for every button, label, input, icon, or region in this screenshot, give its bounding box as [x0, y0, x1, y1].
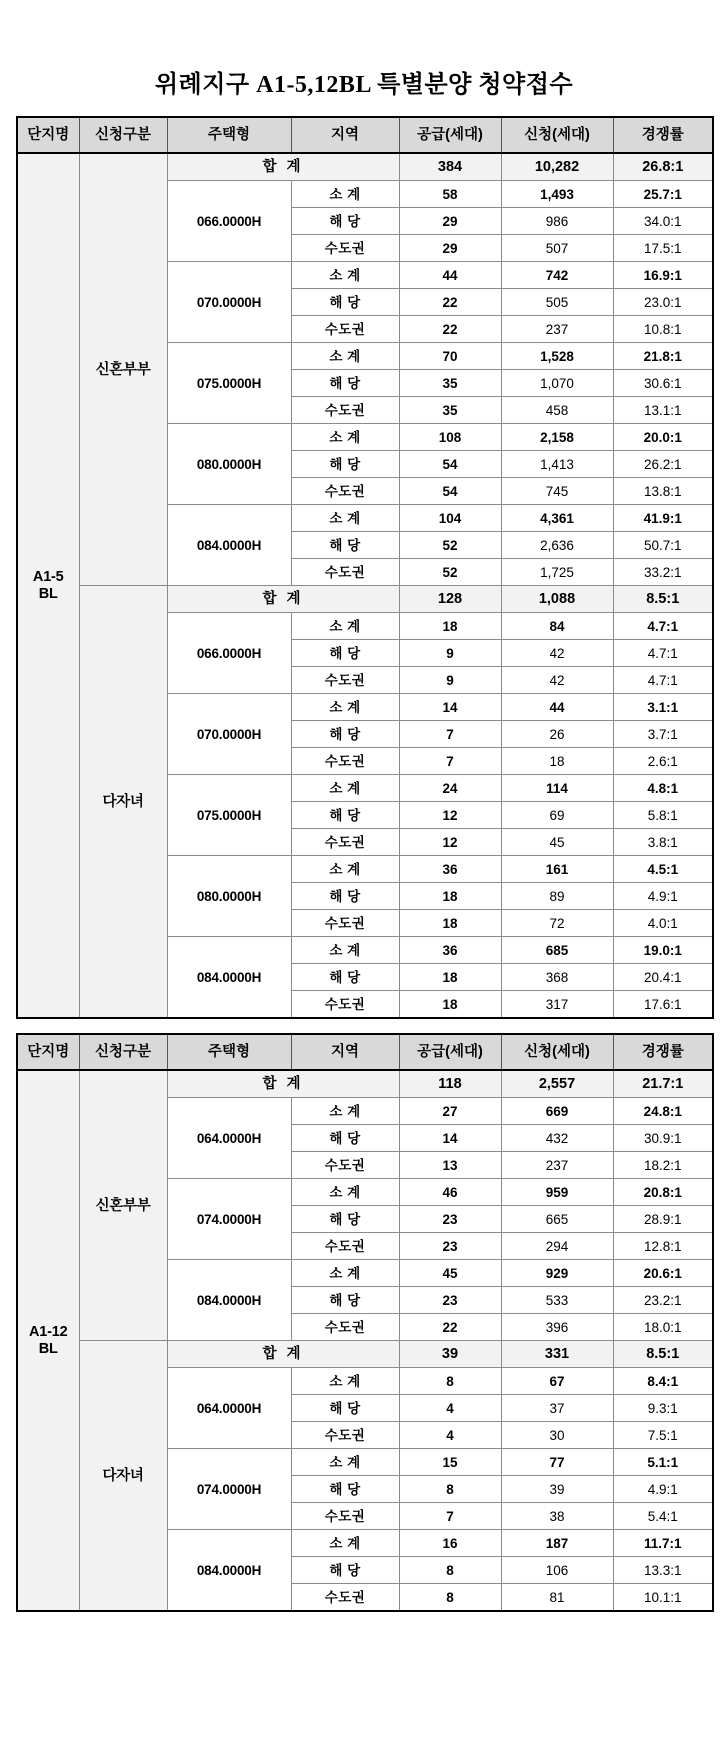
competition-rate-value: 16.9:1: [613, 262, 713, 289]
table-header-row: [17, 117, 713, 153]
application-value: 317: [501, 991, 613, 1019]
region-cell: 해 당: [291, 1557, 399, 1584]
house-type-cell: 074.0000H: [167, 1179, 291, 1260]
region-cell: 해 당: [291, 1287, 399, 1314]
region-cell: 해 당: [291, 370, 399, 397]
tables-container: [16, 116, 712, 1612]
competition-rate-value: 20.0:1: [613, 424, 713, 451]
competition-rate-value: 4.9:1: [613, 883, 713, 910]
application-value: 77: [501, 1449, 613, 1476]
application-value: 665: [501, 1206, 613, 1233]
competition-rate-value: 8.4:1: [613, 1368, 713, 1395]
supply-value: 29: [399, 208, 501, 235]
region-cell: 수도권: [291, 1314, 399, 1341]
total-rate-value: 8.5:1: [613, 586, 713, 613]
supply-value: 14: [399, 694, 501, 721]
competition-rate-value: 13.1:1: [613, 397, 713, 424]
competition-rate-value: 4.7:1: [613, 613, 713, 640]
region-cell: 수도권: [291, 316, 399, 343]
complex-name-line1: A1-12: [29, 1324, 68, 1341]
column-header-apply: 신청(세대): [501, 117, 613, 153]
competition-rate-value: 23.2:1: [613, 1287, 713, 1314]
region-cell: 해 당: [291, 721, 399, 748]
supply-value: 45: [399, 1260, 501, 1287]
competition-rate-value: 10.1:1: [613, 1584, 713, 1612]
region-cell: 수도권: [291, 478, 399, 505]
column-header-region: 지역: [291, 117, 399, 153]
supply-value: 4: [399, 1422, 501, 1449]
region-cell: 소 계: [291, 181, 399, 208]
competition-rate-value: 13.8:1: [613, 478, 713, 505]
region-cell: 해 당: [291, 640, 399, 667]
house-type-cell: 070.0000H: [167, 694, 291, 775]
region-cell: 해 당: [291, 1206, 399, 1233]
competition-rate-value: 28.9:1: [613, 1206, 713, 1233]
table-row: [17, 1070, 713, 1098]
competition-rate-value: 4.5:1: [613, 856, 713, 883]
region-cell: 소 계: [291, 1098, 399, 1125]
column-header-rate: 경쟁률: [613, 117, 713, 153]
application-value: 669: [501, 1098, 613, 1125]
total-apply-value: 1,088: [501, 586, 613, 613]
supply-value: 9: [399, 667, 501, 694]
competition-rate-value: 18.2:1: [613, 1152, 713, 1179]
region-cell: 해 당: [291, 208, 399, 235]
competition-rate-value: 26.2:1: [613, 451, 713, 478]
application-value: 81: [501, 1584, 613, 1612]
application-value: 106: [501, 1557, 613, 1584]
complex-name-cell: [17, 1070, 79, 1611]
house-type-cell: 066.0000H: [167, 181, 291, 262]
column-header-apply: 신청(세대): [501, 1034, 613, 1070]
region-cell: 해 당: [291, 1125, 399, 1152]
house-type-cell: 080.0000H: [167, 424, 291, 505]
competition-rate-value: 18.0:1: [613, 1314, 713, 1341]
application-value: 742: [501, 262, 613, 289]
region-cell: 해 당: [291, 1395, 399, 1422]
supply-value: 46: [399, 1179, 501, 1206]
competition-rate-value: 5.8:1: [613, 802, 713, 829]
supply-value: 7: [399, 1503, 501, 1530]
region-cell: 수도권: [291, 748, 399, 775]
application-value: 533: [501, 1287, 613, 1314]
region-cell: 소 계: [291, 694, 399, 721]
competition-rate-value: 3.7:1: [613, 721, 713, 748]
competition-rate-value: 17.5:1: [613, 235, 713, 262]
application-category-cell: 신혼부부: [79, 153, 167, 586]
supply-value: 4: [399, 1395, 501, 1422]
total-label-cell: 합 계: [167, 586, 399, 613]
supply-value: 35: [399, 370, 501, 397]
supply-value: 18: [399, 613, 501, 640]
competition-rate-value: 3.8:1: [613, 829, 713, 856]
region-cell: 수도권: [291, 235, 399, 262]
supply-value: 12: [399, 802, 501, 829]
competition-rate-value: 20.6:1: [613, 1260, 713, 1287]
region-cell: 수도권: [291, 667, 399, 694]
supply-value: 12: [399, 829, 501, 856]
house-type-cell: 064.0000H: [167, 1098, 291, 1179]
region-cell: 소 계: [291, 343, 399, 370]
competition-rate-value: 2.6:1: [613, 748, 713, 775]
application-value: 432: [501, 1125, 613, 1152]
supply-value: 18: [399, 883, 501, 910]
column-header-complex: 단지명: [17, 1034, 79, 1070]
supply-value: 23: [399, 1287, 501, 1314]
supply-value: 29: [399, 235, 501, 262]
region-cell: 소 계: [291, 1368, 399, 1395]
application-value: 44: [501, 694, 613, 721]
total-rate-value: 21.7:1: [613, 1070, 713, 1098]
application-value: 161: [501, 856, 613, 883]
region-cell: 수도권: [291, 829, 399, 856]
region-cell: 수도권: [291, 1503, 399, 1530]
competition-rate-value: 5.1:1: [613, 1449, 713, 1476]
house-type-cell: 064.0000H: [167, 1368, 291, 1449]
application-value: 1,413: [501, 451, 613, 478]
supply-value: 35: [399, 397, 501, 424]
supply-value: 54: [399, 478, 501, 505]
supply-value: 22: [399, 1314, 501, 1341]
column-header-house-type: 주택형: [167, 117, 291, 153]
region-cell: 소 계: [291, 613, 399, 640]
total-supply-value: 118: [399, 1070, 501, 1098]
application-value: 89: [501, 883, 613, 910]
competition-rate-value: 4.7:1: [613, 667, 713, 694]
region-cell: 소 계: [291, 1530, 399, 1557]
application-value: 929: [501, 1260, 613, 1287]
application-value: 2,636: [501, 532, 613, 559]
application-value: 505: [501, 289, 613, 316]
supply-value: 16: [399, 1530, 501, 1557]
supply-value: 23: [399, 1233, 501, 1260]
column-header-complex: 단지명: [17, 117, 79, 153]
table-header-row: [17, 1034, 713, 1070]
application-value: 368: [501, 964, 613, 991]
complex-name-line2: BL: [38, 1340, 58, 1357]
total-apply-value: 2,557: [501, 1070, 613, 1098]
application-value: 458: [501, 397, 613, 424]
competition-rate-value: 7.5:1: [613, 1422, 713, 1449]
house-type-cell: 074.0000H: [167, 1449, 291, 1530]
application-value: 745: [501, 478, 613, 505]
region-cell: 소 계: [291, 1449, 399, 1476]
region-cell: 해 당: [291, 964, 399, 991]
total-rate-value: 26.8:1: [613, 153, 713, 181]
region-cell: 소 계: [291, 262, 399, 289]
competition-rate-value: 33.2:1: [613, 559, 713, 586]
competition-rate-value: 9.3:1: [613, 1395, 713, 1422]
application-value: 69: [501, 802, 613, 829]
house-type-cell: 070.0000H: [167, 262, 291, 343]
column-header-category: 신청구분: [79, 1034, 167, 1070]
competition-rate-value: 19.0:1: [613, 937, 713, 964]
region-cell: 소 계: [291, 856, 399, 883]
region-cell: 소 계: [291, 937, 399, 964]
supply-value: 24: [399, 775, 501, 802]
supply-value: 58: [399, 181, 501, 208]
total-label-cell: 합 계: [167, 1341, 399, 1368]
application-category-cell: 신혼부부: [79, 1070, 167, 1341]
application-value: 42: [501, 640, 613, 667]
column-header-category: 신청구분: [79, 117, 167, 153]
competition-rate-value: 20.8:1: [613, 1179, 713, 1206]
complex-name-line2: BL: [38, 585, 58, 602]
application-value: 38: [501, 1503, 613, 1530]
region-cell: 수도권: [291, 397, 399, 424]
region-cell: 수도권: [291, 991, 399, 1019]
region-cell: 해 당: [291, 451, 399, 478]
competition-rate-value: 50.7:1: [613, 532, 713, 559]
competition-rate-value: 4.7:1: [613, 640, 713, 667]
competition-rate-value: 21.8:1: [613, 343, 713, 370]
total-supply-value: 39: [399, 1341, 501, 1368]
supply-value: 54: [399, 451, 501, 478]
supply-value: 104: [399, 505, 501, 532]
application-value: 42: [501, 667, 613, 694]
supply-value: 23: [399, 1206, 501, 1233]
application-value: 26: [501, 721, 613, 748]
supply-value: 8: [399, 1368, 501, 1395]
application-value: 237: [501, 316, 613, 343]
application-value: 114: [501, 775, 613, 802]
supply-value: 18: [399, 964, 501, 991]
region-cell: 해 당: [291, 532, 399, 559]
application-value: 1,725: [501, 559, 613, 586]
house-type-cell: 066.0000H: [167, 613, 291, 694]
column-header-rate: 경쟁률: [613, 1034, 713, 1070]
region-cell: 소 계: [291, 424, 399, 451]
total-supply-value: 384: [399, 153, 501, 181]
house-type-cell: 080.0000H: [167, 856, 291, 937]
supply-value: 8: [399, 1557, 501, 1584]
competition-rate-value: 24.8:1: [613, 1098, 713, 1125]
table-row: [17, 1341, 713, 1368]
competition-rate-value: 13.3:1: [613, 1557, 713, 1584]
application-value: 84: [501, 613, 613, 640]
application-value: 39: [501, 1476, 613, 1503]
house-type-cell: 075.0000H: [167, 343, 291, 424]
supply-value: 15: [399, 1449, 501, 1476]
competition-rate-value: 12.8:1: [613, 1233, 713, 1260]
competition-rate-value: 5.4:1: [613, 1503, 713, 1530]
supply-value: 22: [399, 289, 501, 316]
application-value: 1,493: [501, 181, 613, 208]
application-value: 294: [501, 1233, 613, 1260]
application-value: 4,361: [501, 505, 613, 532]
application-value: 37: [501, 1395, 613, 1422]
subscription-table: [16, 116, 714, 1019]
application-value: 396: [501, 1314, 613, 1341]
region-cell: 해 당: [291, 289, 399, 316]
application-value: 2,158: [501, 424, 613, 451]
region-cell: 소 계: [291, 505, 399, 532]
application-value: 1,528: [501, 343, 613, 370]
page-title: 위례지구 A1-5,12BL 특별분양 청약접수: [154, 72, 574, 98]
application-category-cell: 다자녀: [79, 586, 167, 1019]
supply-value: 7: [399, 748, 501, 775]
competition-rate-value: 41.9:1: [613, 505, 713, 532]
house-type-cell: 084.0000H: [167, 1530, 291, 1612]
competition-rate-value: 23.0:1: [613, 289, 713, 316]
competition-rate-value: 10.8:1: [613, 316, 713, 343]
total-label-cell: 합 계: [167, 1070, 399, 1098]
competition-rate-value: 20.4:1: [613, 964, 713, 991]
complex-name-cell: [17, 153, 79, 1018]
supply-value: 7: [399, 721, 501, 748]
supply-value: 22: [399, 316, 501, 343]
region-cell: 수도권: [291, 1152, 399, 1179]
competition-rate-value: 4.8:1: [613, 775, 713, 802]
total-label-cell: 합 계: [167, 153, 399, 181]
region-cell: 해 당: [291, 883, 399, 910]
house-type-cell: 084.0000H: [167, 1260, 291, 1341]
supply-value: 70: [399, 343, 501, 370]
complex-name-line1: A1-5: [32, 569, 64, 586]
region-cell: 해 당: [291, 1476, 399, 1503]
column-header-region: 지역: [291, 1034, 399, 1070]
supply-value: 36: [399, 856, 501, 883]
supply-value: 108: [399, 424, 501, 451]
region-cell: 해 당: [291, 802, 399, 829]
subscription-table: [16, 1033, 714, 1612]
region-cell: 수도권: [291, 1422, 399, 1449]
application-value: 507: [501, 235, 613, 262]
application-value: 67: [501, 1368, 613, 1395]
region-cell: 수도권: [291, 910, 399, 937]
competition-rate-value: 3.1:1: [613, 694, 713, 721]
competition-rate-value: 11.7:1: [613, 1530, 713, 1557]
region-cell: 수도권: [291, 559, 399, 586]
application-value: 45: [501, 829, 613, 856]
supply-value: 52: [399, 532, 501, 559]
supply-value: 18: [399, 991, 501, 1019]
table-row: [17, 586, 713, 613]
application-value: 187: [501, 1530, 613, 1557]
region-cell: 수도권: [291, 1584, 399, 1612]
supply-value: 9: [399, 640, 501, 667]
supply-value: 36: [399, 937, 501, 964]
column-header-house-type: 주택형: [167, 1034, 291, 1070]
competition-rate-value: 34.0:1: [613, 208, 713, 235]
house-type-cell: 084.0000H: [167, 937, 291, 1019]
supply-value: 52: [399, 559, 501, 586]
application-value: 685: [501, 937, 613, 964]
supply-value: 8: [399, 1476, 501, 1503]
application-value: 30: [501, 1422, 613, 1449]
application-value: 1,070: [501, 370, 613, 397]
competition-rate-value: 30.6:1: [613, 370, 713, 397]
total-apply-value: 10,282: [501, 153, 613, 181]
region-cell: 수도권: [291, 1233, 399, 1260]
column-header-supply: 공급(세대): [399, 117, 501, 153]
region-cell: 소 계: [291, 775, 399, 802]
supply-value: 13: [399, 1152, 501, 1179]
total-rate-value: 8.5:1: [613, 1341, 713, 1368]
region-cell: 소 계: [291, 1179, 399, 1206]
application-value: 72: [501, 910, 613, 937]
competition-rate-value: 4.9:1: [613, 1476, 713, 1503]
application-value: 18: [501, 748, 613, 775]
competition-rate-value: 4.0:1: [613, 910, 713, 937]
application-value: 237: [501, 1152, 613, 1179]
supply-value: 18: [399, 910, 501, 937]
column-header-supply: 공급(세대): [399, 1034, 501, 1070]
application-value: 959: [501, 1179, 613, 1206]
total-apply-value: 331: [501, 1341, 613, 1368]
competition-rate-value: 30.9:1: [613, 1125, 713, 1152]
house-type-cell: 084.0000H: [167, 505, 291, 586]
application-value: 986: [501, 208, 613, 235]
region-cell: 소 계: [291, 1260, 399, 1287]
supply-value: 8: [399, 1584, 501, 1612]
competition-rate-value: 17.6:1: [613, 991, 713, 1019]
house-type-cell: 075.0000H: [167, 775, 291, 856]
table-row: [17, 153, 713, 181]
application-category-cell: 다자녀: [79, 1341, 167, 1612]
supply-value: 27: [399, 1098, 501, 1125]
supply-value: 14: [399, 1125, 501, 1152]
total-supply-value: 128: [399, 586, 501, 613]
supply-value: 44: [399, 262, 501, 289]
competition-rate-value: 25.7:1: [613, 181, 713, 208]
